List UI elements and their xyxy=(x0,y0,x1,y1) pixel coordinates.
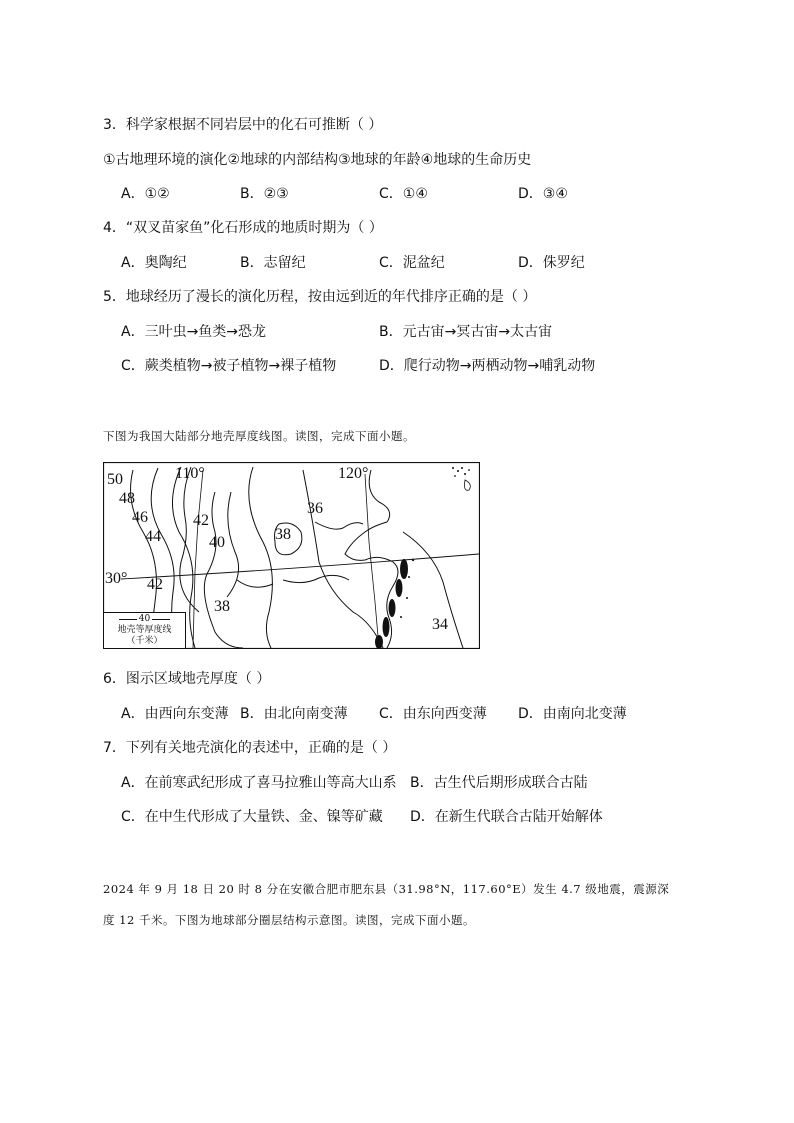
contour-label-46: 46 xyxy=(132,509,148,526)
contour-label-48: 48 xyxy=(119,490,135,507)
contour-label-42-a: 42 xyxy=(193,512,209,529)
q7-option-c: C．在中生代形成了大量铁、金、镍等矿藏 xyxy=(121,809,383,825)
q3-option-c: C．①④ xyxy=(379,186,428,202)
legend-unit: （千米） xyxy=(126,636,163,646)
q6-option-d: D．由南向北变薄 xyxy=(518,706,627,722)
q6-stem: 6．图示区域地壳厚度（ ） xyxy=(103,671,271,687)
lon-label-120: 120° xyxy=(338,465,369,482)
contour-label-50: 50 xyxy=(107,471,123,488)
contour-label-36: 36 xyxy=(307,500,323,517)
q3-option-d: D．③④ xyxy=(518,186,568,202)
q6-option-c: C．由东向西变薄 xyxy=(379,706,487,722)
q6-option-a: A．由西向东变薄 xyxy=(121,706,229,722)
contour-label-44: 44 xyxy=(145,528,161,545)
q4-option-d: D．侏罗纪 xyxy=(518,255,585,271)
q4-option-b: B．志留纪 xyxy=(240,255,306,271)
q5-option-d: D．爬行动物→两栖动物→哺乳动物 xyxy=(379,358,596,374)
contour-label-38-b: 38 xyxy=(214,598,230,615)
q7-option-d: D．在新生代联合古陆开始解体 xyxy=(410,809,603,825)
lat-label-30: 30° xyxy=(105,570,128,587)
q4-option-a: A．奥陶纪 xyxy=(121,255,187,271)
map-intro: 下图为我国大陆部分地壳厚度线图。读图，完成下面小题。 xyxy=(103,429,415,443)
quake-intro-line1: 2024 年 9 月 18 日 20 时 8 分在安徽合肥市肥东县（31.98°N，117.60°E）发生 4.7 级地震，震源深 xyxy=(103,882,670,896)
q5-stem: 5．地球经历了漫长的演化历程，按由远到近的年代排序正确的是（ ） xyxy=(103,289,537,305)
quake-intro-line2: 度 12 千米。下图为地球部分圈层结构示意图。读图，完成下面小题。 xyxy=(103,913,475,927)
q5-option-c: C．蕨类植物→被子植物→裸子植物 xyxy=(121,358,337,374)
q3-option-a: A．①② xyxy=(121,186,170,202)
q7-stem: 7．下列有关地壳演化的表述中，正确的是（ ） xyxy=(103,740,397,756)
legend-label: 地壳等厚度线 xyxy=(117,625,172,635)
q7-option-a: A．在前寒武纪形成了喜马拉雅山等高大山系 xyxy=(121,775,397,791)
q3-option-b: B．②③ xyxy=(240,186,289,202)
q5-option-b: B．元古宙→冥古宙→太古宙 xyxy=(379,324,553,340)
contour-label-42-b: 42 xyxy=(147,576,163,593)
map-legend xyxy=(103,612,186,649)
q3-items: ①古地理环境的演化②地球的内部结构③地球的年龄④地球的生命历史 xyxy=(103,152,532,168)
q4-stem: 4．“双叉苗家鱼”化石形成的地质时期为（ ） xyxy=(103,220,383,236)
contour-label-38-a: 38 xyxy=(275,526,291,543)
q5-option-a: A．三叶虫→鱼类→恐龙 xyxy=(121,324,267,340)
q3-stem: 3．科学家根据不同岩层中的化石可推断（ ） xyxy=(103,117,383,133)
lon-label-110: 110° xyxy=(175,465,205,482)
q4-option-c: C．泥盆纪 xyxy=(379,255,445,271)
contour-label-40: 40 xyxy=(209,534,225,551)
q7-option-b: B．古生代后期形成联合古陆 xyxy=(410,775,588,791)
q6-option-b: B．由北向南变薄 xyxy=(240,706,348,722)
contour-label-34: 34 xyxy=(432,616,448,633)
legend-value: 40 xyxy=(138,614,151,624)
